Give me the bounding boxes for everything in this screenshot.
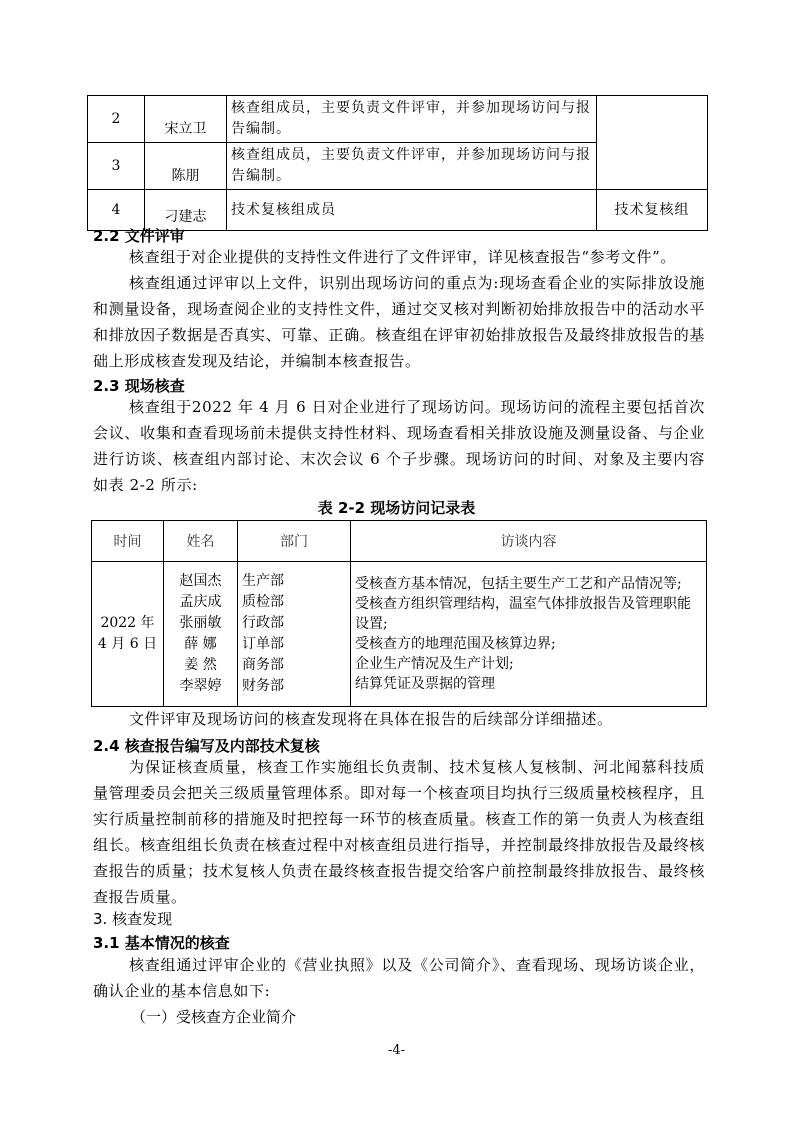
- topic-item: 企业生产情况及生产计划;: [355, 656, 514, 672]
- paragraph: 文件评审及现场访问的核查发现将在具体在报告的后续部分详细描述。: [129, 710, 613, 728]
- member-duty: 技术复核组成员: [227, 190, 597, 231]
- visit-time: [92, 562, 164, 707]
- topic-item: 受核查方的地理范围及核算边界;: [355, 636, 556, 652]
- list-item: （一）受核查方企业简介: [131, 1008, 297, 1026]
- team-table: [87, 95, 708, 231]
- member-name: 陈朋: [145, 143, 227, 190]
- member-duty: 核查组成员，主要负责文件评审，并参加现场访问与报告编制。: [227, 96, 597, 143]
- interviewee-name: 张丽敏: [179, 615, 222, 631]
- paragraph: 为保证核查质量，核查工作实施组长负责制、技术复核人复核制、河北闻慕科技质量管理委员会把关三级质量管理体系。即对每一个核查项目均执行三级质量校核程序，且实行质量控制前移的措施及时把控每一环节的核查质量。核查工作的第一负责人为核查组组长。核查组组长负责在核查过程中对核查组员进行指导，并控制最终排放报告及最终核查报告的质量；技术复核人负责在最终核查报告提交给客户前控制最终排放报告、最终核查报告质量。: [93, 758, 705, 906]
- table-caption: 表 2-2 现场访问记录表: [317, 499, 476, 517]
- section-heading-3-1: 3.1 基本情况的核查: [93, 934, 230, 952]
- paragraph: 核查组于2022 年 4 月 6 日对企业进行了现场访问。现场访问的流程主要包括首次会议、收集和查看现场前未提供支持性材料、现场查看相关排放设施及测量设备、与企业进行访谈、核查组内部讨论、末次会议 6 个子步骤。现场访问的时间、对象及主要内容如表 2-2 所示:: [93, 398, 705, 494]
- visit-record-table: [91, 520, 707, 707]
- section-heading-3: 3. 核查发现: [93, 910, 173, 928]
- section-heading-2-2: 2.2 文件评审: [93, 227, 185, 245]
- page-number: -4-: [387, 1043, 406, 1058]
- interviewee-name: 薛 娜: [184, 636, 217, 652]
- column-header: 部门: [238, 521, 351, 562]
- member-duty: 核查组成员，主要负责文件评审，并参加现场访问与报告编制。: [227, 143, 597, 190]
- interviewee-name: 赵国杰: [179, 573, 222, 589]
- column-header: 访谈内容: [351, 521, 707, 562]
- column-header: 姓名: [164, 521, 238, 562]
- interviewee-name: 李翠婷: [179, 678, 222, 694]
- department: 财务部: [242, 678, 284, 694]
- member-group: [597, 96, 708, 190]
- row-number: 3: [88, 143, 145, 190]
- member-group: 技术复核组: [597, 190, 708, 231]
- topic-item: 受核查方基本情况，包括主要生产工艺和产品情况等;: [355, 576, 682, 592]
- visit-year: 2022 年: [100, 615, 155, 631]
- member-name: 刁建志: [145, 190, 227, 231]
- interviewee-name: 孟庆成: [179, 594, 222, 610]
- table-row: [92, 562, 707, 707]
- department: 商务部: [242, 657, 284, 673]
- paragraph: 核查组于对企业提供的支持性文件进行了文件评审，详见核查报告“参考文件”。: [129, 248, 676, 266]
- topic-item: 受核查方组织管理结构，温室气体排放报告及管理职能设置;: [355, 596, 691, 632]
- row-number: 2: [88, 96, 145, 143]
- department: 订单部: [242, 636, 284, 652]
- department: 生产部: [242, 573, 284, 589]
- section-heading-2-3: 2.3 现场核查: [93, 377, 185, 395]
- department: 质检部: [242, 594, 284, 610]
- paragraph: 核查组通过评审企业的《营业执照》以及《公司简介》、查看现场、现场访谈企业，确认企业的基本信息如下:: [93, 956, 705, 1000]
- department: 行政部: [242, 615, 284, 631]
- interviewee-departments: [238, 562, 351, 707]
- paragraph: 核查组通过评审以上文件，识别出现场访问的重点为:现场查看企业的实际排放设施和测量设备，现场查阅企业的支持性文件，通过交叉核对判断初始排放报告中的活动水平和排放因子数据是否真实、可靠、正确。核查组在评审初始排放报告及最终排放报告的基础上形成核查发现及结论，并编制本核查报告。: [93, 274, 705, 370]
- column-header: 时间: [92, 521, 164, 562]
- interviewee-names: [164, 562, 238, 707]
- topic-item: 结算凭证及票据的管理: [355, 676, 495, 692]
- member-name: 宋立卫: [145, 96, 227, 143]
- row-number: 4: [88, 190, 145, 231]
- interviewee-name: 姜 然: [184, 657, 217, 673]
- table-header-row: [92, 521, 707, 562]
- team-row: [88, 96, 708, 143]
- interview-topics: [351, 562, 707, 707]
- section-heading-2-4: 2.4 核查报告编写及内部技术复核: [93, 737, 320, 755]
- visit-date: 4 月 6 日: [97, 636, 158, 652]
